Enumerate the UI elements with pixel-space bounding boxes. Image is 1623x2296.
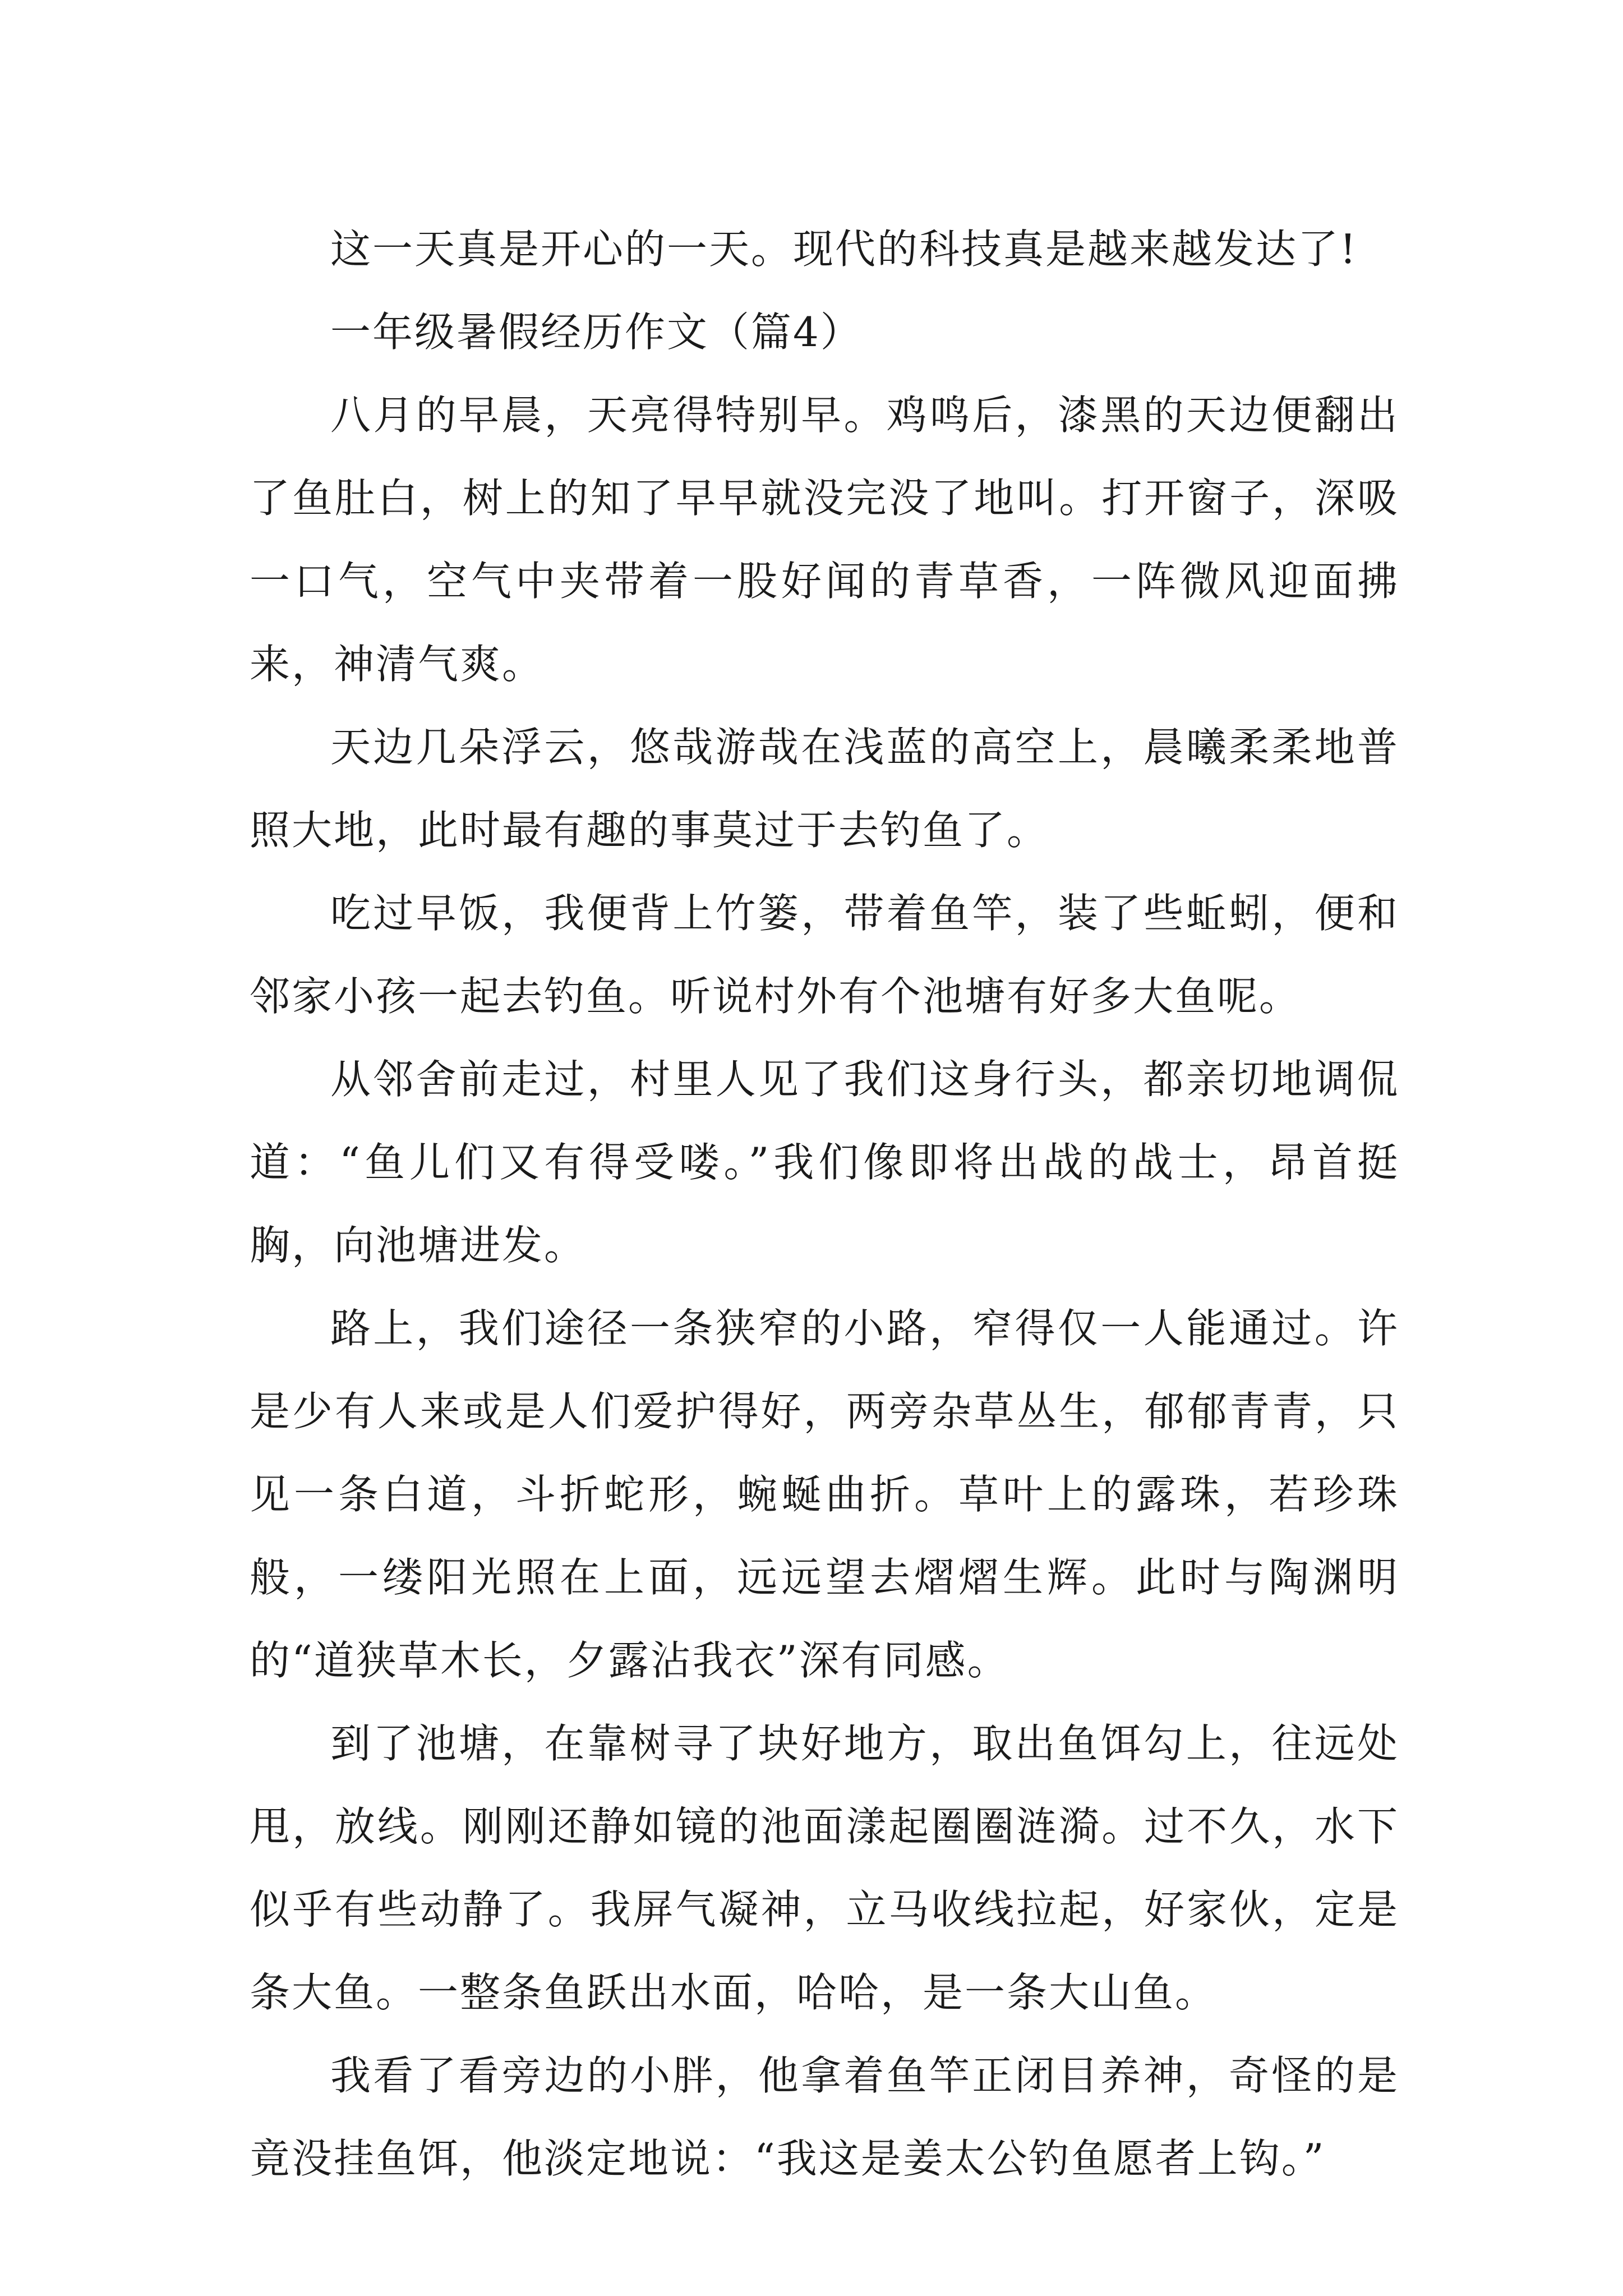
essay-body	[250, 208, 1399, 2200]
essay-heading: 一年级暑假经历作文（篇4）	[330, 309, 863, 356]
paragraph-1: 这一天真是开心的一天。现代的科技真是越来越发达了!	[330, 226, 1358, 273]
paragraph-6: 从邻舍前走过，村里人见了我们这身行头，都亲切地调侃道：“鱼儿们又有得受喽。”我们像即将出战的战士，昂首挺胸，向池塘进发。	[250, 1056, 1399, 1269]
paragraph-8: 到了池塘，在靠树寻了块好地方，取出鱼饵勾上，往远处甩，放线。刚刚还静如镜的池面漾起圈圈涟漪。过不久，水下似乎有些动静了。我屏气凝神，立马收线拉起，好家伙，定是条大鱼。一整条鱼跃出水面，哈哈，是一条大山鱼。	[250, 1720, 1399, 2016]
paragraph-7: 路上，我们途径一条狭窄的小路，窄得仅一人能通过。许是少有人来或是人们爱护得好，两旁杂草丛生，郁郁青青，只见一条白道，斗折蛇形，蜿蜒曲折。草叶上的露珠，若珍珠般，一缕阳光照在上面，远远望去熠熠生辉。此时与陶渊明的“道狭草木长，夕露沾我衣”深有同感。	[250, 1305, 1399, 1684]
paragraph-4: 天边几朵浮云，悠哉游哉在浅蓝的高空上，晨曦柔柔地普照大地，此时最有趣的事莫过于去钓鱼了。	[250, 724, 1399, 854]
paragraph-3: 八月的早晨，天亮得特别早。鸡鸣后，漆黑的天边便翻出了鱼肚白，树上的知了早早就没完没了地叫。打开窗子，深吸一口气，空气中夹带着一股好闻的青草香，一阵微风迎面拂来，神清气爽。	[250, 392, 1399, 688]
paragraph-5: 吃过早饭，我便背上竹篓，带着鱼竿，装了些蚯蚓，便和邻家小孩一起去钓鱼。听说村外有个池塘有好多大鱼呢。	[250, 890, 1399, 1020]
paragraph-9: 我看了看旁边的小胖，他拿着鱼竿正闭目养神，奇怪的是竟没挂鱼饵，他淡定地说：“我这是姜太公钓鱼愿者上钩。”	[250, 2052, 1399, 2182]
